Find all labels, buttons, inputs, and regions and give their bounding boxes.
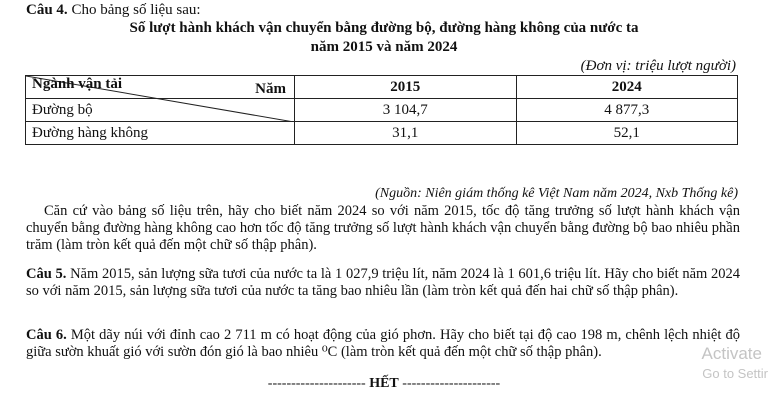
table-title-line2: năm 2015 và năm 2024 (310, 39, 458, 55)
row-label: Đường hàng không (26, 122, 295, 145)
question-5 (26, 266, 740, 300)
corner-year-label: Năm (255, 81, 286, 97)
question-4-header (26, 1, 201, 19)
table-title-line1: Số lượt hành khách vận chuyển bằng đường bộ, đường hàng không của nước ta (129, 20, 639, 36)
question-4-label: Câu 4. (26, 2, 68, 18)
question-6-label: Câu 6. (26, 327, 67, 343)
question-4-text: Căn cứ vào bảng số liệu trên, hãy cho biết năm 2024 so với năm 2015, tốc độ tăng trưởng số lượt hành khách vận chuyển bằng đường hàng không cao hơn tốc độ tăng trưởng số lượt hành khách vận chuyển bằng đường bộ bao nhiêu phần trăm (làm tròn kết quả đến một chữ số thập phân). (26, 203, 740, 253)
question-6-text: Một dãy núi với đỉnh cao 2 711 m có hoạt động của gió phơn. Hãy cho biết tại độ cao 198 m, chênh lệch nhiệt độ giữa sườn khuất gió với sườn đón gió là bao nhiêu ⁰C (làm tròn kết quả đến một chữ số thập phân). (26, 327, 740, 360)
question-5-label: Câu 5. (26, 266, 67, 282)
table-header-row (26, 76, 738, 99)
end-dashes-left: --------------------- (267, 376, 366, 391)
question-6 (26, 327, 740, 361)
table-cell: 31,1 (295, 122, 517, 145)
data-table (25, 75, 738, 145)
year-header-2024: 2024 (516, 76, 738, 99)
end-dashes-right: --------------------- (402, 376, 501, 391)
end-marker (0, 375, 768, 392)
activate-windows-watermark: Activate (701, 344, 762, 363)
table-cell: 4 877,3 (516, 99, 738, 122)
end-label: HẾT (369, 376, 399, 391)
table-cell: 3 104,7 (295, 99, 517, 122)
question-5-text: Năm 2015, sản lượng sữa tươi của nước ta là 1 027,9 triệu lít, năm 2024 là 1 601,6 triệu lít. Hãy cho biết năm 2024 so với năm 2015, sản lượng sữa tươi của nước ta tăng bao nhiêu lần (làm tròn kết quả đến hai chữ số thập phân). (26, 266, 740, 299)
question-4-intro: Cho bảng số liệu sau: (71, 2, 201, 18)
year-header-2015: 2015 (295, 76, 517, 99)
table-row (26, 122, 738, 145)
row-label: Đường bộ (26, 99, 295, 122)
table-unit: (Đơn vị: triệu lượt người) (580, 58, 736, 74)
corner-sector-label: Ngành vận tải (32, 76, 123, 92)
table-source: (Nguồn: Niên giám thống kê Việt Nam năm 2024, Nxb Thống kê) (375, 186, 738, 201)
go-to-settings-watermark: Go to Settir (702, 366, 768, 381)
table-cell: 52,1 (516, 122, 738, 145)
table-corner-cell (26, 76, 295, 99)
